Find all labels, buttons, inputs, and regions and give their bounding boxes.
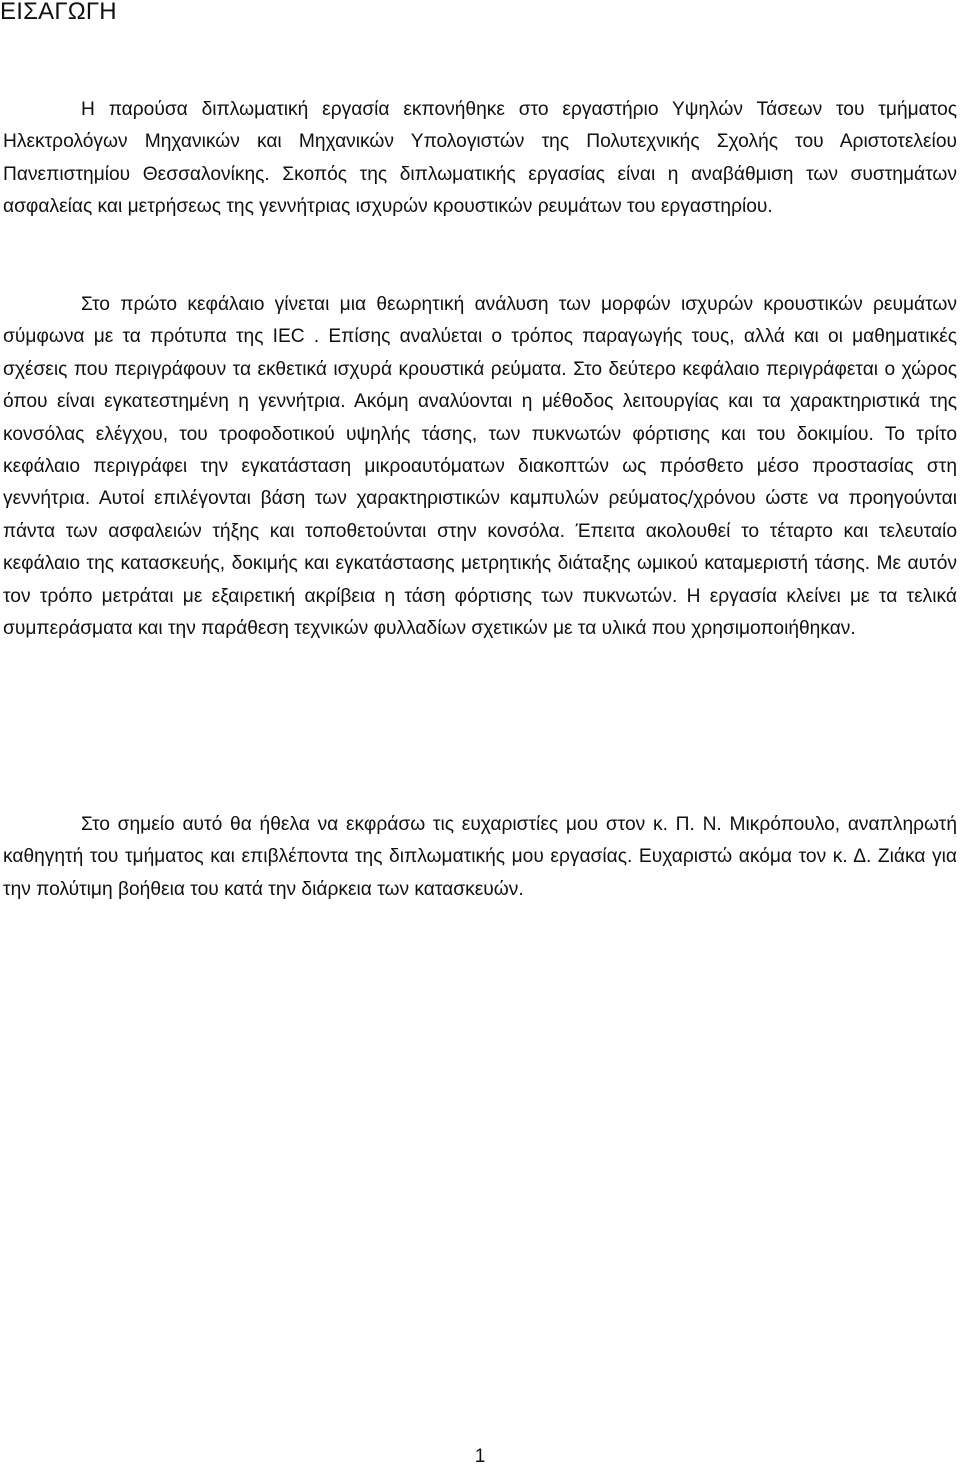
paragraph-intro	[3, 94, 957, 224]
paragraph-chapters-text: Στο πρώτο κεφάλαιο γίνεται μια θεωρητική ανάλυση των μορφών ισχυρών κρουστικών ρευμάτων σύμφωνα με τα πρότυπα της IEC . Επίσης αναλύεται ο τρόπος παραγωγής τους, αλλά και οι μαθηματικές σχέσεις που περιγράφουν τα εκθετικά ισχυρά κρουστικά ρεύματα. Στο δεύτερο κεφάλαιο περιγράφεται ο χώρος όπου είναι εγκατεστημένη η γεννήτρια. Ακόμη αναλύονται η μέθοδος λειτουργίας και τα χαρακτηριστικά της κονσόλας ελέγχου, του τροφοδοτικού υψηλής τάσης, των πυκνωτών φόρτισης και του δοκιμίου. Το τρίτο κεφάλαιο περιγράφει την εγκατάσταση μικροαυτόματων διακοπτών ως πρόσθετο μέσο προστασίας στη γεννήτρια. Αυτοί επιλέγονται βάση των χαρακτηριστικών καμπυλών ρεύματος/χρόνου ώστε να προηγούνται πάντα των ασφαλειών τήξης και τοποθετούνται στην κονσόλα. Έπειτα ακολουθεί το τέταρτο και τελευταίο κεφάλαιο της κατασκευής, δοκιμής και εγκατάστασης μετρητικής διάταξης ωμικού καταμεριστή τάσης. Με αυτόν τον τρόπο μετράται με εξαιρετική ακρίβεια η τάση φόρτισης των πυκνωτών. Η εργασία κλείνει με τα τελικά συμπεράσματα και την παράθεση τεχνικών φυλλαδίων σχετικών με τα υλικά που χρησιμοποιήθηκαν.	[3, 294, 957, 640]
page-number: 1	[474, 1446, 486, 1467]
page-title: ΕΙΣΑΓΩΓΗ	[0, 0, 117, 25]
paragraph-acknowledgements-text: Στο σημείο αυτό θα ήθελα να εκφράσω τις ευχαριστίες μου στον κ. Π. Ν. Μικρόπουλο, αναπληρωτή καθηγητή του τμήματος και επιβλέποντα της διπλωματικής μου εργασίας. Ευχαριστώ ακόμα τον κ. Δ. Ζιάκα για την πολύτιμη βοήθεια του κατά την διάρκεια των κατασκευών.	[3, 814, 957, 900]
paragraph-chapters	[3, 289, 957, 645]
paragraph-acknowledgements	[3, 809, 957, 906]
paragraph-intro-text: Η παρούσα διπλωματική εργασία εκπονήθηκε στο εργαστήριο Υψηλών Τάσεων του τμήματος Ηλεκτρολόγων Μηχανικών και Μηχανικών Υπολογιστών της Πολυτεχνικής Σχολής του Αριστοτελείου Πανεπιστημίου Θεσσαλονίκης. Σκοπός της διπλωματικής εργασίας είναι η αναβάθμιση των συστημάτων ασφαλείας και μετρήσεως της γεννήτριας ισχυρών κρουστικών ρευμάτων του εργαστηρίου.	[3, 99, 957, 218]
